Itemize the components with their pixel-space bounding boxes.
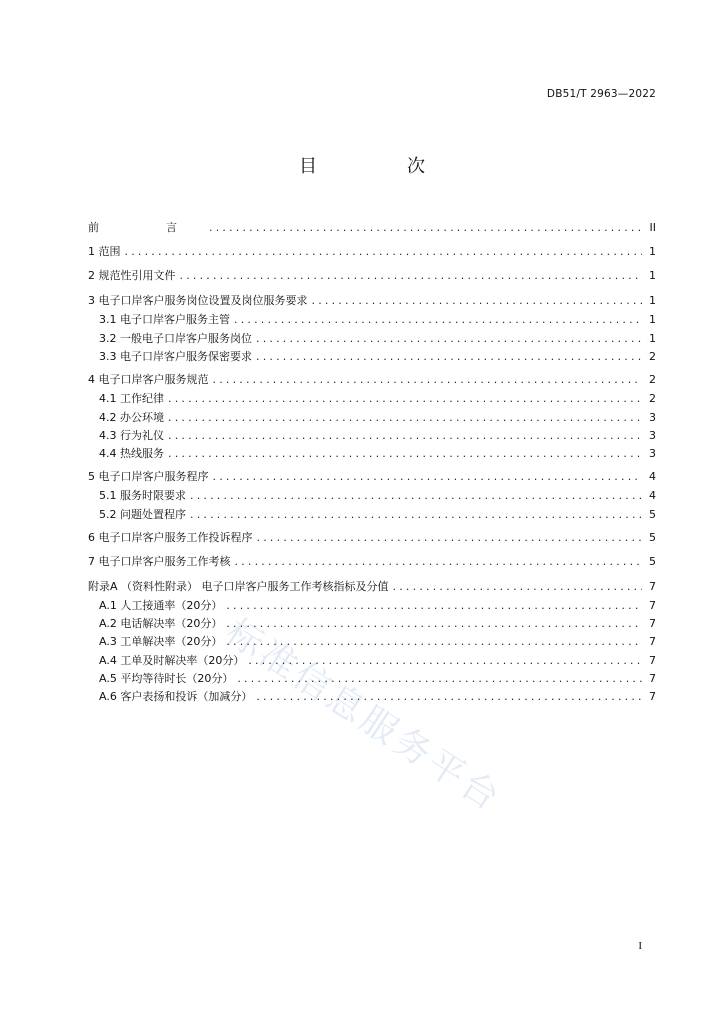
toc-leader-dots	[237, 672, 642, 686]
toc-entry[interactable]	[88, 245, 656, 259]
toc-entry-label: 6 电子口岸客户服务工作投诉程序	[88, 531, 253, 544]
toc-leader-dots	[257, 531, 643, 545]
toc-entry-page: 3	[649, 429, 656, 442]
toc-entry-page: 1	[649, 269, 656, 282]
toc-entry-label: 5 电子口岸客户服务程序	[88, 470, 209, 483]
toc-entry-label: 4.3 行为礼仪	[99, 429, 164, 442]
toc-entry-page: 1	[649, 313, 656, 326]
toc-entry[interactable]	[99, 617, 656, 631]
toc-entry-label: 前 言	[88, 221, 205, 234]
toc-entry[interactable]	[88, 470, 656, 484]
toc-leader-dots	[393, 580, 642, 594]
toc-entry-label: 3.2 一般电子口岸客户服务岗位	[99, 332, 252, 345]
toc-leader-dots	[213, 373, 643, 387]
toc-entry-label: A.2 电话解决率（20分）	[99, 617, 223, 630]
toc-entry[interactable]	[99, 672, 656, 686]
toc-entry-page: 1	[649, 245, 656, 258]
toc-entry[interactable]	[99, 313, 656, 327]
toc-entry-page: 1	[649, 294, 656, 307]
toc-entry-page: 7	[649, 599, 656, 612]
toc-leader-dots	[234, 313, 642, 327]
toc-entry-label: A.3 工单解决率（20分）	[99, 635, 223, 648]
toc-entry[interactable]	[99, 489, 656, 503]
toc-leader-dots	[312, 294, 643, 308]
toc-entry-label: 4.2 办公环境	[99, 411, 164, 424]
toc-entry-page: 2	[649, 350, 656, 363]
toc-entry-page: 4	[649, 489, 656, 502]
toc-leader-dots	[168, 411, 642, 425]
toc-entry-label: 4.4 热线服务	[99, 447, 164, 460]
toc-entry-label: 2 规范性引用文件	[88, 269, 176, 282]
toc-leader-dots	[226, 617, 642, 631]
toc-entry-label: 附录A （资料性附录） 电子口岸客户服务工作考核指标及分值	[88, 580, 389, 593]
toc-entry[interactable]	[88, 221, 656, 235]
toc-entry-label: 1 范围	[88, 245, 121, 258]
toc-entry-label: 4 电子口岸客户服务规范	[88, 373, 209, 386]
toc-entry-page: 7	[649, 617, 656, 630]
toc-entry-label: A.1 人工接通率（20分）	[99, 599, 223, 612]
toc-entry[interactable]	[88, 269, 656, 283]
page-number: I	[638, 940, 642, 952]
toc-leader-dots	[168, 392, 642, 406]
toc-entry-page: 7	[649, 654, 656, 667]
toc-entry[interactable]	[99, 635, 656, 649]
toc-entry-page: 7	[649, 580, 656, 593]
toc-entry-page: 3	[649, 447, 656, 460]
toc-entry-page: 5	[649, 555, 656, 568]
page-title: 目 次	[299, 156, 461, 177]
toc-entry-page: 7	[649, 672, 656, 685]
toc-entry-page: 7	[649, 635, 656, 648]
toc-entry-label: 4.1 工作纪律	[99, 392, 164, 405]
toc-entry[interactable]	[99, 392, 656, 406]
toc-entry[interactable]	[99, 332, 656, 346]
toc-entry-page: 5	[649, 508, 656, 521]
toc-entry[interactable]	[88, 580, 656, 594]
toc-entry-label: A.4 工单及时解决率（20分）	[99, 654, 245, 667]
toc-entry[interactable]	[99, 508, 656, 522]
toc-entry-label: A.5 平均等待时长（20分）	[99, 672, 234, 685]
toc-leader-dots	[190, 508, 642, 522]
toc-entry-page: 3	[649, 411, 656, 424]
toc-entry[interactable]	[99, 599, 656, 613]
toc-entry-page: 1	[649, 332, 656, 345]
toc-entry-label: 5.2 问题处置程序	[99, 508, 186, 521]
toc-leader-dots	[168, 447, 642, 461]
toc-leader-dots	[256, 350, 642, 364]
toc-entry-label: 3.3 电子口岸客户服务保密要求	[99, 350, 252, 363]
toc-entry-label: 3 电子口岸客户服务岗位设置及岗位服务要求	[88, 294, 308, 307]
toc-entry-page: 2	[649, 373, 656, 386]
toc-entry-label: 7 电子口岸客户服务工作考核	[88, 555, 231, 568]
toc-leader-dots	[235, 555, 643, 569]
watermark: 标准信息服务平台	[218, 611, 510, 821]
toc-entry[interactable]	[88, 531, 656, 545]
toc-entry[interactable]	[99, 411, 656, 425]
toc-entry-page: 7	[649, 690, 656, 703]
toc-leader-dots	[190, 489, 642, 503]
toc-leader-dots	[125, 245, 643, 259]
toc-entry[interactable]	[99, 350, 656, 364]
toc-entry-page: 2	[649, 392, 656, 405]
toc-leader-dots	[226, 599, 642, 613]
toc-leader-dots	[226, 635, 642, 649]
toc-entry-label: A.6 客户表扬和投诉（加减分）	[99, 690, 253, 703]
toc-entry-label: 3.1 电子口岸客户服务主管	[99, 313, 230, 326]
toc-leader-dots	[168, 429, 642, 443]
toc-entry-page: 5	[649, 531, 656, 544]
toc-entry-label: 5.1 服务时限要求	[99, 489, 186, 502]
toc-entry[interactable]	[99, 429, 656, 443]
toc-entry-page: II	[649, 221, 656, 234]
toc-leader-dots	[209, 221, 642, 235]
toc-entry[interactable]	[88, 555, 656, 569]
toc-entry[interactable]	[88, 294, 656, 308]
toc-entry-page: 4	[649, 470, 656, 483]
toc-leader-dots	[213, 470, 643, 484]
toc-entry[interactable]	[99, 447, 656, 461]
toc-entry[interactable]	[99, 690, 656, 704]
toc-leader-dots	[248, 654, 642, 668]
toc-leader-dots	[256, 332, 642, 346]
toc-entry[interactable]	[88, 373, 656, 387]
toc-entry[interactable]	[99, 654, 656, 668]
document-code: DB51/T 2963—2022	[546, 88, 656, 100]
toc-leader-dots	[180, 269, 643, 283]
toc-leader-dots	[256, 690, 642, 704]
